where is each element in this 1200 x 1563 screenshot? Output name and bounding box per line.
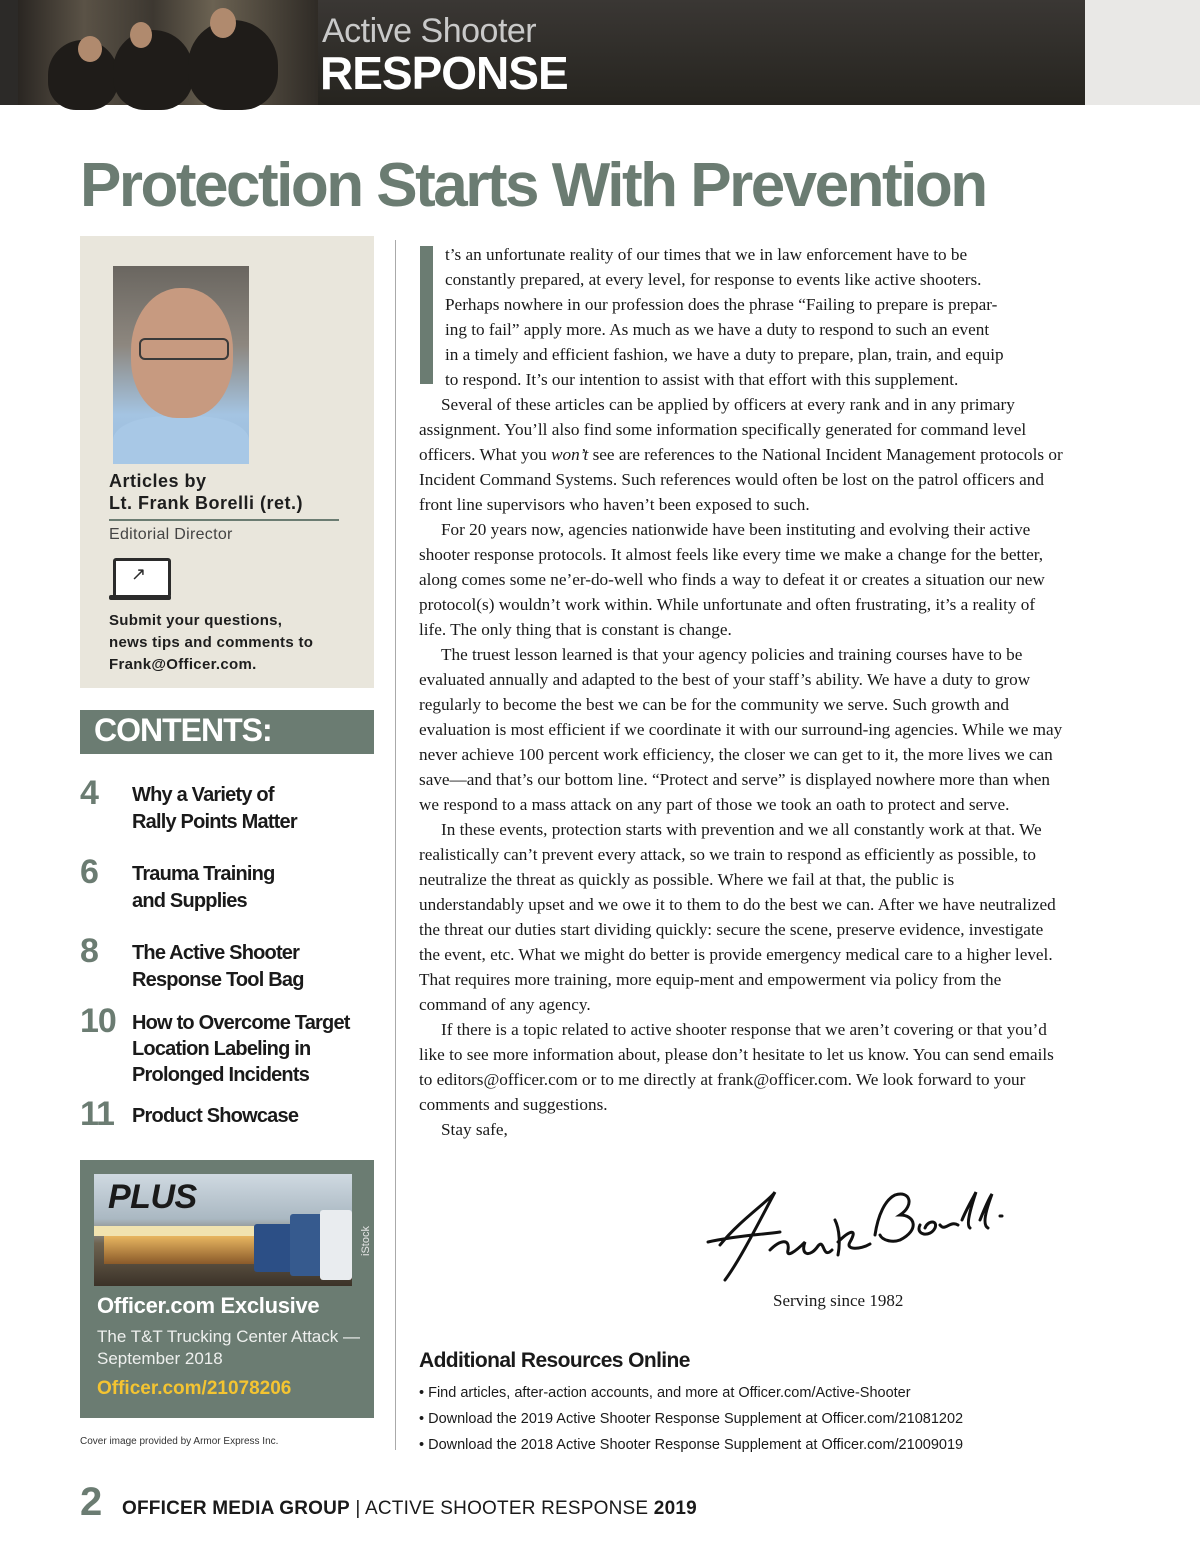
author-name-line1: Articles by (109, 471, 207, 491)
banner-photo (18, 0, 318, 105)
toc-page-number: 8 (80, 932, 98, 970)
resource-item[interactable]: • Download the 2018 Active Shooter Response Supplement at Officer.com/21009019 (419, 1437, 964, 1453)
banner-edge (1085, 0, 1200, 105)
author-photo (113, 266, 249, 464)
resources-title: Additional Resources Online (419, 1349, 690, 1372)
cover-credit: Cover image provided by Armor Express Inc. (80, 1436, 279, 1447)
toc-page-number: 6 (80, 853, 98, 891)
article-signoff: Stay safe, (441, 1120, 508, 1139)
footer-publisher: OFFICER MEDIA GROUP (122, 1498, 350, 1519)
contents-title: CONTENTS: (94, 712, 272, 748)
article-paragraph: If there is a topic related to active shooter response that we aren’t covering or that you’d like to see more information about, please don’t hesitate to let us know. You can send emails to editors@officer.com or to me directly at frank@officer.com. We look forward to your comments and suggestions. (419, 1020, 1054, 1114)
laptop-icon: ↗ (109, 558, 171, 602)
plus-exclusive-title: Officer.com Exclusive (97, 1293, 320, 1318)
page-number: 2 (80, 1480, 103, 1524)
submit-note (109, 610, 359, 676)
banner-subtitle: Active Shooter (322, 12, 537, 50)
column-divider (395, 240, 396, 1450)
plus-description: The T&T Trucking Center Attack — September 2018 (97, 1327, 360, 1368)
submit-email[interactable]: Frank@Officer.com. (109, 656, 257, 673)
footer-publication: ACTIVE SHOOTER RESPONSE (364, 1498, 654, 1519)
toc-page-number: 10 (80, 1002, 116, 1040)
resource-item[interactable]: • Download the 2019 Active Shooter Response Supplement at Officer.com/21081202 (419, 1411, 964, 1427)
author-box (80, 236, 374, 688)
article-paragraph: The truest lesson learned is that your agency policies and training courses have to be evaluated annually and adapted to the best of your staff’s ability. We have a duty to grow regularly to become the best we can be for the community we serve. Such growth and evaluation is most efficient if we coordinate it with our surround-ing agencies. While we may never achieve 100 percent work efficiency, the closer we can get to it, the more lives we can save—and that’s our bottom line. “Protect and serve” is displayed nowhere more than when we respond to a mass attack on any part of those we took an oath to protect and serve. (419, 645, 1063, 814)
resource-item[interactable]: • Find articles, after-action accounts, and more at Officer.com/Active-Shooter (419, 1385, 911, 1401)
resources-list (419, 1380, 963, 1458)
article-paragraph: In these events, protection starts with prevention and we all constantly work at that. We realistically can’t prevent every attack, so we train to respond as efficiently as possible, to neutralize the threat as quickly as possible. Where we fail at that, the public is understandably upset and we owe it to them to do the best we can. After we have neutralized the threat our duties start dividing quickly: secure the scene, preserve evidence, investigate the event, etc. What we might do better is provide emergency medical care to a higher level. That requires more training, more equip-ment and empowerment via policy from the command of any agency. (419, 820, 1056, 1014)
author-name-line2: Lt. Frank Borelli (ret.) (109, 493, 304, 513)
article-paragraph: Several of these articles can be applied by officers at every rank and in any primary assignment. You’ll also find some information specifically generated for command level officers. What you won’t see are references to the National Incident Management protocols or Incident Command Systems. Such references would often be lost on the patrol officers and front line supervisors who haven’t been exposed to such. (419, 395, 1063, 514)
toc-title: Product Showcase (132, 1105, 299, 1127)
article-body (419, 242, 1063, 1142)
article-paragraph: For 20 years now, agencies nationwide have been instituting and evolving their active shooter response protocols. It almost feels like every time we make a change for the better, along comes some ne’er-do-well who finds a way to defeat it or creates a situation our new protocol(s) wouldn’t work within. While unfortunate and often frustrating, it’s a reality of life. The only thing that is constant is change. (419, 520, 1045, 639)
toc-title: The Active Shooter Response Tool Bag (132, 942, 304, 991)
article-intro: t’s an unfortunate reality of our times that we in law enforcement have to be constantly prepared, at every level, for response to events like active shooters. Perhaps nowhere in our profession does the phrase “Failing to prepare is prepar- ing to fail” apply more. As much as we have a duty to respond to such an event in a timely and efficient fashion, we have a duty to prepare, plan, train, and equip to respond. It’s our intention to assist with that effort with this supplement. (445, 245, 1004, 389)
page-title: Protection Starts With Prevention (80, 151, 986, 220)
plus-box (80, 1160, 374, 1418)
plus-label: PLUS (108, 1178, 197, 1216)
author-divider (109, 519, 339, 521)
toc-page-number: 11 (80, 1095, 114, 1133)
toc-title: How to Overcome Target Location Labeling in Prolonged Incidents (132, 1012, 350, 1086)
submit-line2: news tips and comments to (109, 634, 314, 651)
header-banner (0, 0, 1200, 105)
banner-title: RESPONSE (320, 47, 568, 99)
author-role: Editorial Director (109, 526, 233, 543)
author-name (109, 470, 303, 514)
footer-text (122, 1498, 697, 1520)
footer-year: 2019 (653, 1498, 697, 1519)
toc-title: Why a Variety of Rally Points Matter (132, 784, 297, 833)
toc-page-number: 4 (80, 774, 98, 812)
contents-header (80, 710, 374, 754)
serving-since: Serving since 1982 (773, 1291, 904, 1310)
plus-link[interactable]: Officer.com/21078206 (97, 1378, 292, 1399)
signature (700, 1180, 1010, 1290)
image-credit: iStock (360, 1226, 372, 1256)
toc-title: Trauma Training and Supplies (132, 863, 275, 912)
submit-line1: Submit your questions, (109, 612, 283, 629)
footer-separator: | (349, 1498, 365, 1519)
